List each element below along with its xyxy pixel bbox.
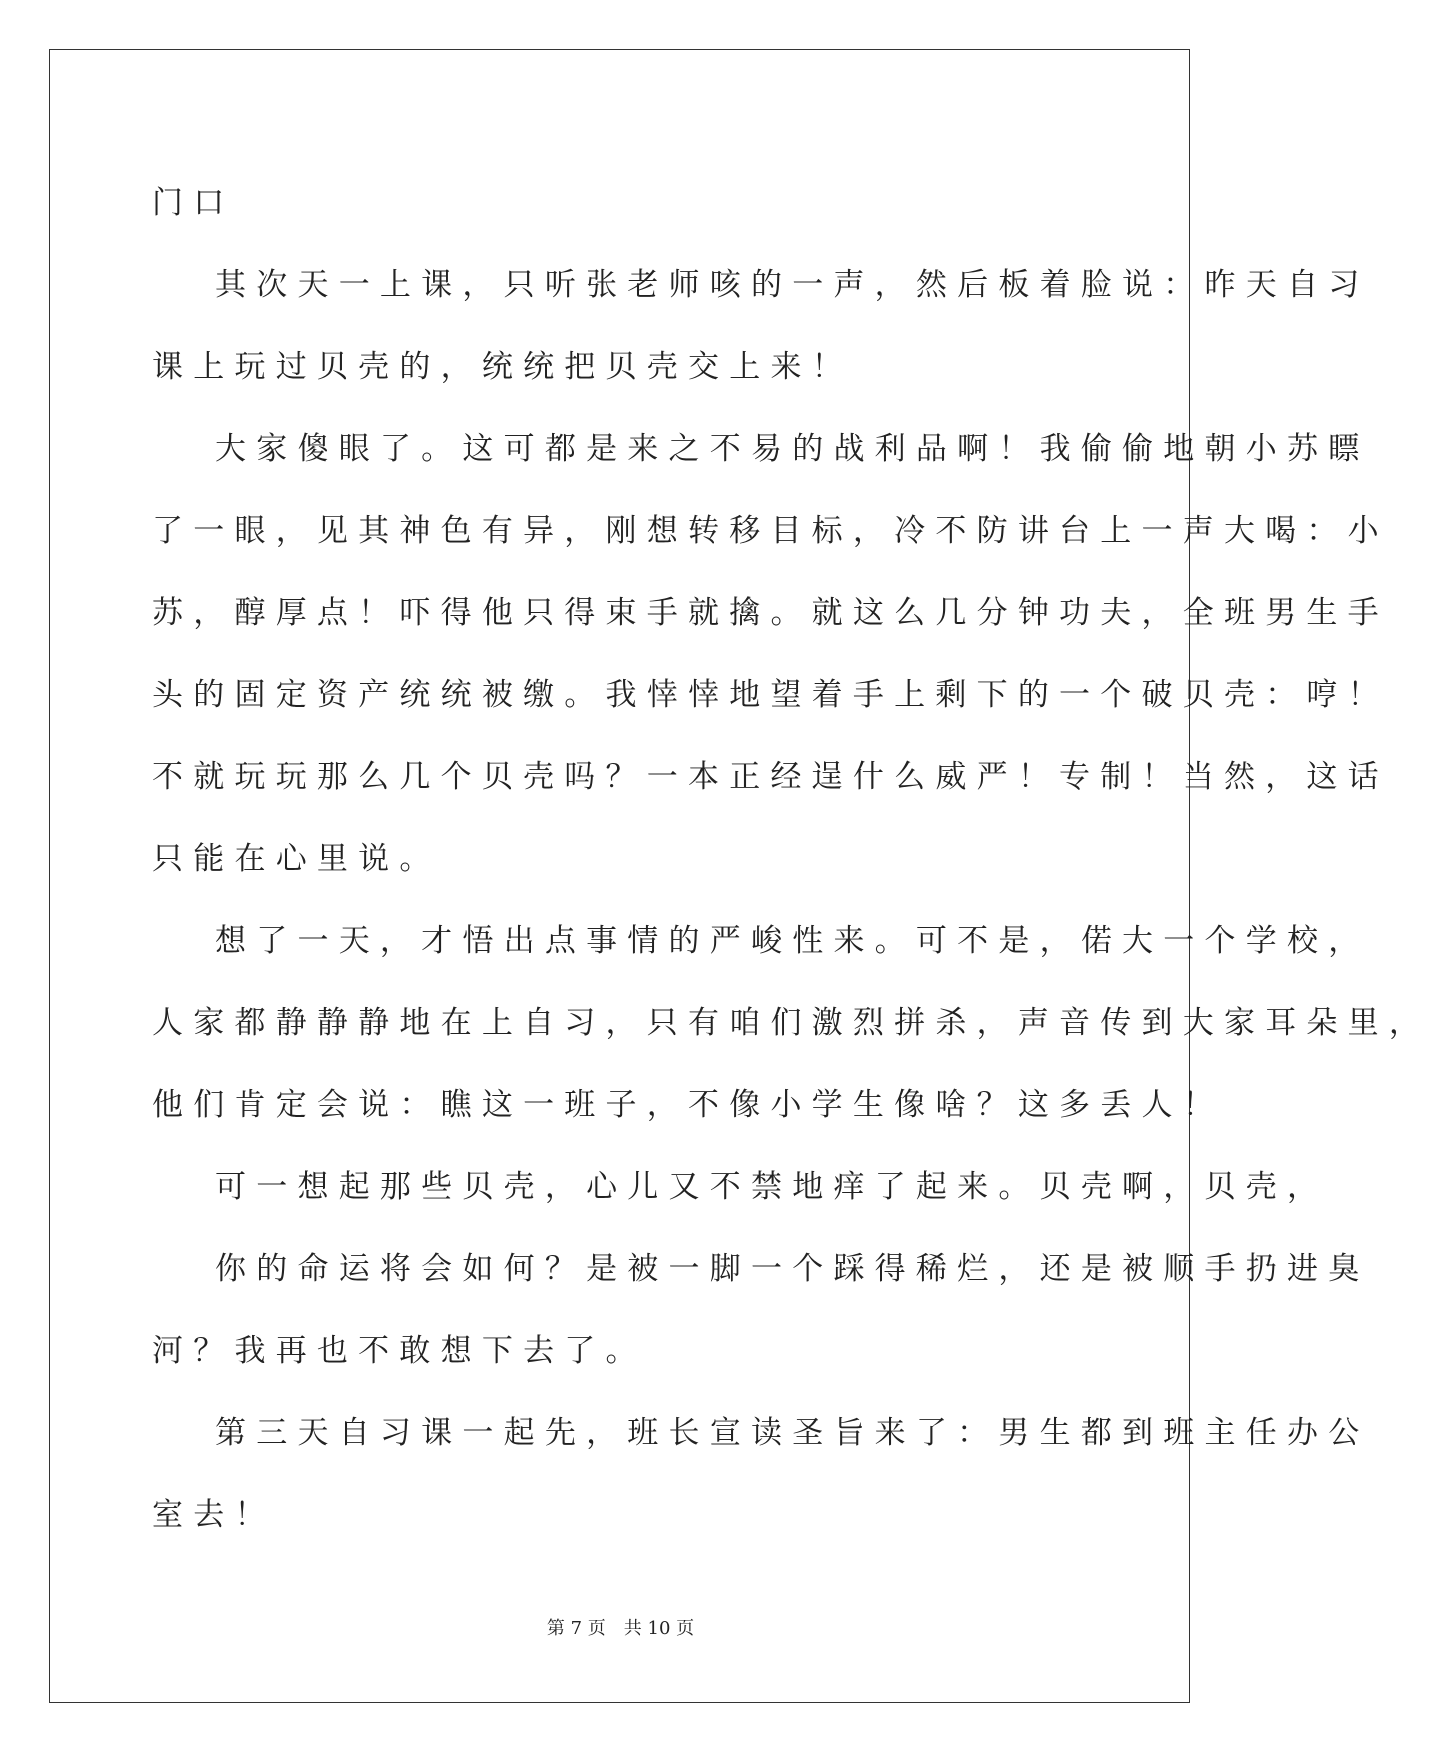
text-line: 河？我再也不敢想下去了。 — [152, 1333, 647, 1369]
text-line: 可一想起那些贝壳，心儿又不禁地痒了起来。贝壳啊，贝壳， — [215, 1169, 1329, 1205]
text-line: 只能在心里说。 — [152, 841, 441, 877]
text-line: 人家都静静静地在上自习，只有咱们激烈拼杀，声音传到大家耳朵里， — [152, 1005, 1430, 1041]
text-line: 苏，醇厚点！吓得他只得束手就擒。就这么几分钟功夫，全班男生手 — [152, 595, 1389, 631]
text-line: 大家傻眼了。这可都是来之不易的战利品啊！我偷偷地朝小苏瞟 — [215, 431, 1370, 467]
text-line: 第三天自习课一起先，班长宣读圣旨来了：男生都到班主任办公 — [215, 1415, 1370, 1451]
text-line: 了一眼，见其神色有异，刚想转移目标，冷不防讲台上一声大喝：小 — [152, 513, 1389, 549]
text-line: 室去！ — [152, 1497, 276, 1533]
text-line: 不就玩玩那么几个贝壳吗？一本正经逞什么威严！专制！当然，这话 — [152, 759, 1389, 795]
text-line: 他们肯定会说：瞧这一班子，不像小学生像啥？这多丢人！ — [152, 1087, 1224, 1123]
text-line: 其次天一上课，只听张老师咳的一声，然后板着脸说：昨天自习 — [215, 267, 1370, 303]
page-number-footer: 第 7 页 共 10 页 — [546, 1618, 695, 1639]
document-body — [152, 162, 1430, 1556]
text-line: 门口 — [152, 185, 235, 221]
text-line: 你的命运将会如何？是被一脚一个踩得稀烂，还是被顺手扔进臭 — [215, 1251, 1370, 1287]
text-line: 想了一天，才悟出点事情的严峻性来。可不是，偌大一个学校， — [215, 923, 1370, 959]
text-line: 头的固定资产统统被缴。我悻悻地望着手上剩下的一个破贝壳：哼！ — [152, 677, 1389, 713]
text-line: 课上玩过贝壳的，统统把贝壳交上来！ — [152, 349, 853, 385]
